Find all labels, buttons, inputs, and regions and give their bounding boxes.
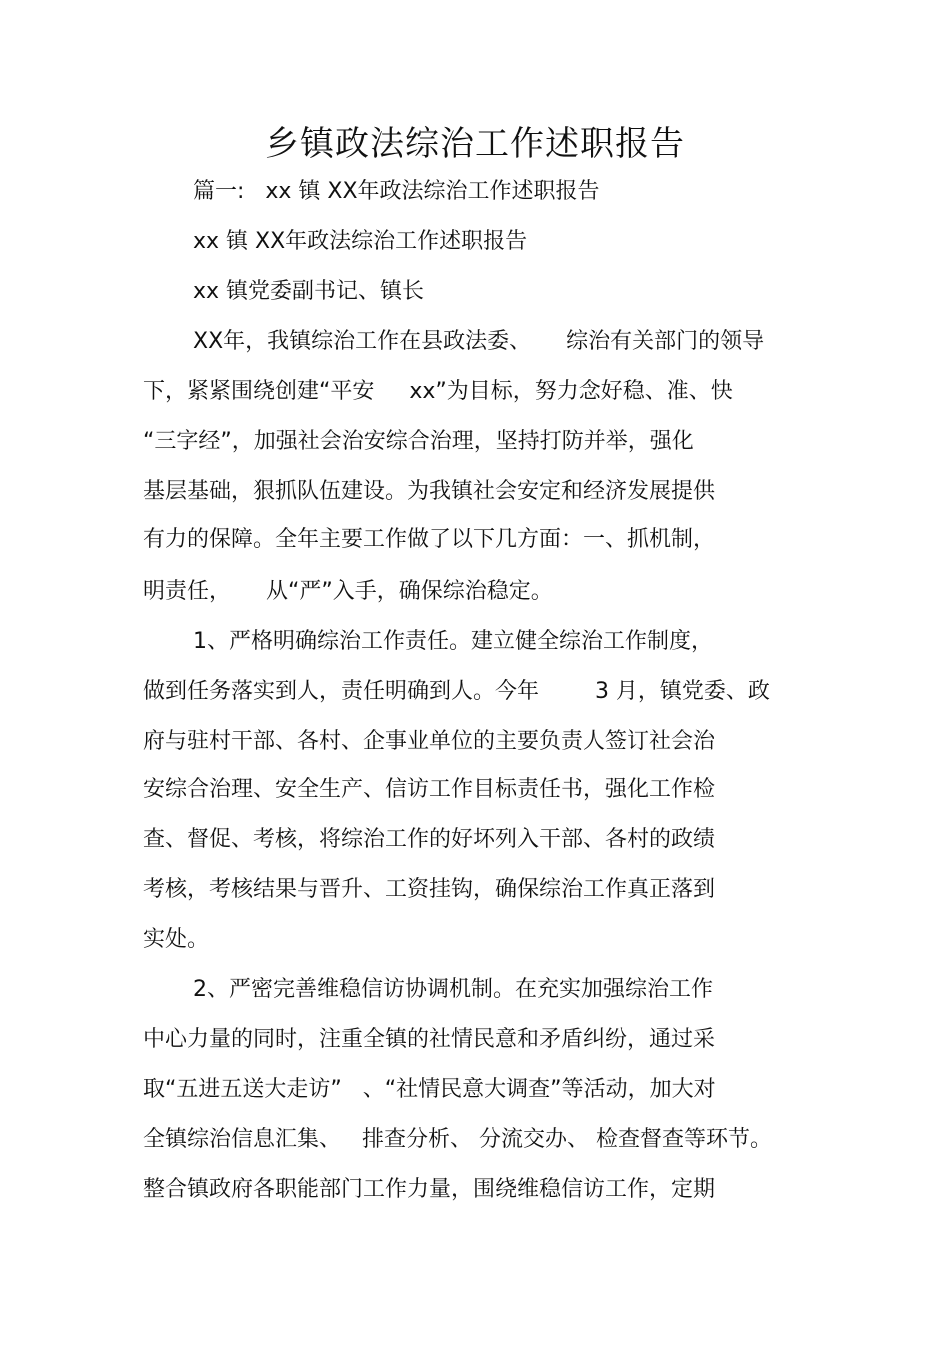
text-line: 府与驻村干部、各村、企事业单位的主要负责人签订社会治 (143, 729, 716, 754)
text-line: 明责任， 从“严”入手，确保综治稳定。 (143, 579, 553, 604)
document-title: 乡镇政法综治工作述职报告 (265, 124, 685, 164)
text-line: XX年，我镇综治工作在县政法委、 综治有关部门的领导 (193, 329, 765, 354)
text-line: 实处。 (143, 927, 210, 952)
text-line: 全镇综治信息汇集、 排查分析、 分流交办、 检查督查等环节。 (143, 1127, 772, 1152)
text-line: xx 镇 XX年政法综治工作述职报告 (193, 229, 528, 254)
text-line: 安综合治理、安全生产、信访工作目标责任书，强化工作检 (143, 777, 716, 802)
text-line: 下，紧紧围绕创建“平安 xx”为目标，努力念好稳、准、快 (143, 379, 733, 404)
text-line: 整合镇政府各职能部门工作力量，围绕维稳信访工作，定期 (143, 1177, 716, 1202)
text-line: 查、督促、考核，将综治工作的好坏列入干部、各村的政绩 (143, 827, 716, 852)
text-line: 1、严格明确综治工作责任。建立健全综治工作制度， (193, 629, 713, 654)
text-line: 有力的保障。全年主要工作做了以下几方面：一、抓机制， (143, 527, 716, 552)
text-line: 考核，考核结果与晋升、工资挂钩，确保综治工作真正落到 (143, 877, 716, 902)
text-line: 做到任务落实到人，责任明确到人。今年 3 月，镇党委、政 (143, 679, 770, 704)
text-line: 篇一: xx 镇 XX年政法综治工作述职报告 (193, 179, 600, 204)
text-line: “三字经”，加强社会治安综合治理，坚持打防并举，强化 (143, 429, 694, 454)
text-line: xx 镇党委副书记、镇长 (193, 279, 425, 304)
text-line: 取“五进五送大走访” 、“社情民意大调查”等活动，加大对 (143, 1077, 716, 1102)
text-line: 中心力量的同时，注重全镇的社情民意和矛盾纠纷，通过采 (143, 1027, 716, 1052)
text-line: 基层基础，狠抓队伍建设。为我镇社会安定和经济发展提供 (143, 479, 716, 504)
text-line: 2、严密完善维稳信访协调机制。在充实加强综治工作 (193, 977, 713, 1002)
